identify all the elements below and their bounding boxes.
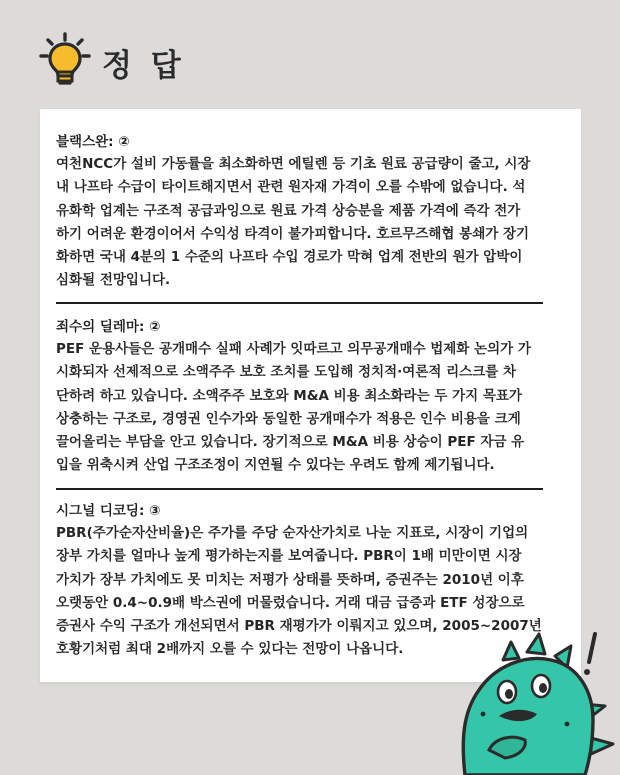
- body-line: 유화학 업계는 구조적 공급과잉으로 원료 가격 상승분을 제품 가격에 즉각 전가: [56, 202, 521, 219]
- section-title: 블랙스완: ②: [56, 134, 130, 150]
- body-line: 상충하는 구조로, 경영권 인수가와 동일한 공개매수가 적용은 인수 비용을 크게: [56, 410, 521, 427]
- section-divider: [56, 302, 543, 304]
- body-line: 화하면 국내 4분의 1 수준의 나프타 수입 경로가 막혀 업계 전반의 원가 압박이: [56, 249, 523, 266]
- body-line: 단하려 하고 있습니다. 소액주주 보호와 M&A 비용 최소화라는 두 가지 목표가: [56, 387, 522, 404]
- section-title: 죄수의 딜레마: ②: [56, 319, 161, 335]
- body-line: 끌어올리는 부담을 안고 있습니다. 장기적으로 M&A 비용 상승이 PEF 자금 유: [56, 434, 525, 451]
- answer-section-black-swan: [56, 131, 572, 293]
- section-title: 시그널 디코딩: ③: [56, 503, 161, 519]
- body-line: 여천NCC가 설비 가동률을 최소화하면 에틸렌 등 기초 원료 공급량이 줄고, 시장: [56, 156, 531, 172]
- body-line: PEF 운용사들은 공개매수 실패 사례가 잇따르고 의무공개매수 법제화 논의가 가: [56, 341, 531, 357]
- lightbulb-icon: [38, 32, 96, 88]
- body-line: 가치가 장부 가치에도 못 미치는 저평가 상태를 뜻하며, 증권주는 2010년 이후: [56, 571, 524, 588]
- body-line: PBR(주가순자산비율)은 주가를 주당 순자산가치로 나눈 지표로, 시장이 기업의: [56, 525, 529, 541]
- body-line: 심화될 전망입니다.: [56, 272, 171, 289]
- section-body: [56, 338, 572, 478]
- body-line: 장부 가치를 얼마나 높게 평가하는지를 보여줍니다. PBR이 1배 미만이면 시장: [56, 548, 522, 565]
- answer-card: [40, 109, 581, 682]
- body-line: 오랫동안 0.4~0.9배 박스권에 머물렀습니다. 거래 대금 급증과 ETF 성장으로: [56, 594, 525, 611]
- section-body: [56, 153, 572, 293]
- body-line: 내 나프타 수급이 타이트해지면서 관련 원자재 가격이 오를 수밖에 없습니다. 석: [56, 179, 526, 196]
- body-line: 입을 위축시켜 산업 구조조정이 지연될 수 있다는 우려도 함께 제기됩니다.: [56, 457, 495, 474]
- body-line: 증권사 수익 구조가 개선되면서 PBR 재평가가 이뤄지고 있으며, 2005~2007년: [56, 618, 542, 635]
- page-title: 정 답: [102, 48, 185, 84]
- section-divider: [56, 488, 543, 490]
- answer-section-prisoners-dilemma: [56, 316, 572, 478]
- dinosaur-mascot-icon: [455, 620, 620, 775]
- body-line: 하기 어려운 환경이어서 수익성 타격이 불가피합니다. 호르무즈해협 봉쇄가 장기: [56, 225, 530, 242]
- body-line: 호황기처럼 최대 2배까지 오를 수 있다는 전망이 나옵니다.: [56, 641, 404, 658]
- body-line: 시화되자 선제적으로 소액주주 보호 조치를 도입해 정치적·여론적 리스크를 차: [56, 364, 517, 381]
- page-header: [38, 32, 338, 88]
